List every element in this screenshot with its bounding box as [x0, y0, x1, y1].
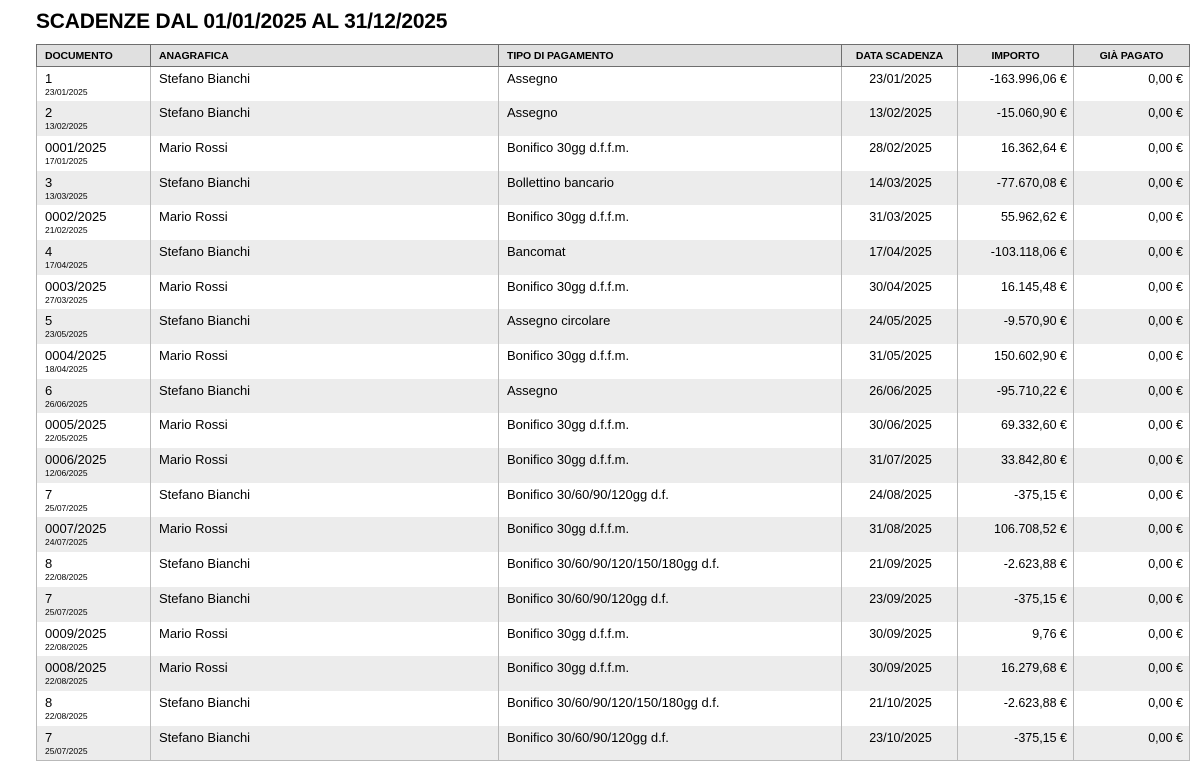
- documento-date: 25/07/2025: [45, 502, 88, 513]
- header-row: [37, 45, 1190, 67]
- tipo-pagamento-cell: Bonifico 30gg d.f.f.m.: [499, 413, 842, 448]
- tipo-pagamento-cell: Bonifico 30gg d.f.f.m.: [499, 656, 842, 691]
- tipo-pagamento-cell: Bonifico 30gg d.f.f.m.: [499, 275, 842, 310]
- gia-pagato-cell: 0,00 €: [1074, 691, 1190, 726]
- importo-cell: -163.996,06 €: [958, 67, 1074, 102]
- table-row: [37, 587, 1190, 622]
- documento-date: 23/01/2025: [45, 87, 88, 97]
- anagrafica-cell: Mario Rossi: [151, 656, 499, 691]
- tipo-pagamento-cell: Bonifico 30gg d.f.f.m.: [499, 136, 842, 171]
- anagrafica-cell: Mario Rossi: [151, 205, 499, 240]
- data-scadenza-cell: 24/05/2025: [842, 309, 958, 344]
- table-row: [37, 344, 1190, 379]
- documento-date: 27/03/2025: [45, 294, 88, 305]
- documento-cell: [37, 67, 151, 102]
- documento-number: 7: [45, 729, 53, 745]
- documento-cell: [37, 552, 151, 587]
- anagrafica-cell: Mario Rossi: [151, 344, 499, 379]
- table-row: [37, 517, 1190, 552]
- documento-number: 0006/2025: [45, 452, 107, 468]
- tipo-pagamento-cell: Assegno: [499, 67, 842, 102]
- table-row: [37, 275, 1190, 310]
- documento-date: 17/04/2025: [45, 259, 88, 270]
- gia-pagato-cell: 0,00 €: [1074, 240, 1190, 275]
- documento-cell: [37, 275, 151, 310]
- documento-cell: [37, 413, 151, 448]
- col-header-data-scadenza: DATA SCADENZA: [842, 45, 958, 67]
- anagrafica-cell: Mario Rossi: [151, 448, 499, 483]
- importo-cell: -15.060,90 €: [958, 101, 1074, 136]
- importo-cell: 55.962,62 €: [958, 205, 1074, 240]
- gia-pagato-cell: 0,00 €: [1074, 171, 1190, 206]
- data-scadenza-cell: 23/09/2025: [842, 587, 958, 622]
- col-header-importo: IMPORTO: [958, 45, 1074, 67]
- anagrafica-cell: Stefano Bianchi: [151, 552, 499, 587]
- documento-number: 3: [45, 174, 53, 190]
- data-scadenza-cell: 14/03/2025: [842, 171, 958, 206]
- documento-number: 4: [45, 243, 53, 259]
- anagrafica-cell: Stefano Bianchi: [151, 67, 499, 102]
- documento-number: 1: [45, 71, 53, 86]
- table-row: [37, 309, 1190, 344]
- documento-date: 26/06/2025: [45, 398, 88, 409]
- col-header-documento: DOCUMENTO: [37, 45, 151, 67]
- table-body: [37, 67, 1190, 761]
- importo-cell: -77.670,08 €: [958, 171, 1074, 206]
- importo-cell: -103.118,06 €: [958, 240, 1074, 275]
- documento-cell: [37, 136, 151, 171]
- gia-pagato-cell: 0,00 €: [1074, 379, 1190, 414]
- documento-cell: [37, 656, 151, 691]
- page-title: SCADENZE DAL 01/01/2025 AL 31/12/2025: [36, 10, 448, 33]
- documento-date: 22/08/2025: [45, 710, 88, 721]
- gia-pagato-cell: 0,00 €: [1074, 448, 1190, 483]
- documento-date: 12/06/2025: [45, 468, 88, 479]
- data-scadenza-cell: 30/09/2025: [842, 622, 958, 657]
- tipo-pagamento-cell: Bonifico 30/60/90/120/150/180gg d.f.: [499, 691, 842, 726]
- anagrafica-cell: Mario Rossi: [151, 136, 499, 171]
- documento-number: 6: [45, 382, 53, 398]
- documento-number: 8: [45, 556, 53, 572]
- table-row: [37, 379, 1190, 414]
- documento-cell: [37, 240, 151, 275]
- data-scadenza-cell: 23/10/2025: [842, 726, 958, 761]
- data-scadenza-cell: 26/06/2025: [842, 379, 958, 414]
- documento-date: 22/08/2025: [45, 572, 88, 583]
- importo-cell: 16.362,64 €: [958, 136, 1074, 171]
- documento-date: 13/02/2025: [45, 121, 88, 132]
- table-row: [37, 622, 1190, 657]
- documento-number: 7: [45, 590, 53, 606]
- documento-number: 2: [45, 105, 53, 121]
- documento-date: 24/07/2025: [45, 537, 88, 548]
- documento-cell: [37, 483, 151, 518]
- gia-pagato-cell: 0,00 €: [1074, 656, 1190, 691]
- gia-pagato-cell: 0,00 €: [1074, 136, 1190, 171]
- documento-cell: [37, 726, 151, 761]
- tipo-pagamento-cell: Bonifico 30gg d.f.f.m.: [499, 205, 842, 240]
- documento-cell: [37, 309, 151, 344]
- gia-pagato-cell: 0,00 €: [1074, 622, 1190, 657]
- importo-cell: 16.145,48 €: [958, 275, 1074, 310]
- gia-pagato-cell: 0,00 €: [1074, 101, 1190, 136]
- table-row: [37, 171, 1190, 206]
- gia-pagato-cell: 0,00 €: [1074, 275, 1190, 310]
- table-row: [37, 691, 1190, 726]
- anagrafica-cell: Stefano Bianchi: [151, 691, 499, 726]
- tipo-pagamento-cell: Assegno: [499, 379, 842, 414]
- importo-cell: -9.570,90 €: [958, 309, 1074, 344]
- data-scadenza-cell: 28/02/2025: [842, 136, 958, 171]
- importo-cell: -2.623,88 €: [958, 552, 1074, 587]
- importo-cell: -375,15 €: [958, 726, 1074, 761]
- col-header-gia-pagato: GIÀ PAGATO: [1074, 45, 1190, 67]
- documento-cell: [37, 379, 151, 414]
- gia-pagato-cell: 0,00 €: [1074, 726, 1190, 761]
- tipo-pagamento-cell: Bancomat: [499, 240, 842, 275]
- data-scadenza-cell: 30/09/2025: [842, 656, 958, 691]
- data-scadenza-cell: 21/09/2025: [842, 552, 958, 587]
- importo-cell: 33.842,80 €: [958, 448, 1074, 483]
- documento-date: 25/07/2025: [45, 606, 88, 617]
- table-row: [37, 552, 1190, 587]
- table-row: [37, 726, 1190, 761]
- anagrafica-cell: Mario Rossi: [151, 622, 499, 657]
- documento-number: 0003/2025: [45, 278, 107, 294]
- col-header-anagrafica: ANAGRAFICA: [151, 45, 499, 67]
- documento-number: 0002/2025: [45, 209, 107, 225]
- gia-pagato-cell: 0,00 €: [1074, 344, 1190, 379]
- tipo-pagamento-cell: Bonifico 30gg d.f.f.m.: [499, 344, 842, 379]
- table-row: [37, 205, 1190, 240]
- gia-pagato-cell: 0,00 €: [1074, 517, 1190, 552]
- documento-cell: [37, 344, 151, 379]
- importo-cell: 9,76 €: [958, 622, 1074, 657]
- anagrafica-cell: Mario Rossi: [151, 517, 499, 552]
- table-row: [37, 101, 1190, 136]
- tipo-pagamento-cell: Bonifico 30gg d.f.f.m.: [499, 622, 842, 657]
- gia-pagato-cell: 0,00 €: [1074, 205, 1190, 240]
- tipo-pagamento-cell: Bonifico 30/60/90/120gg d.f.: [499, 726, 842, 761]
- tipo-pagamento-cell: Assegno circolare: [499, 309, 842, 344]
- documento-date: 13/03/2025: [45, 190, 88, 201]
- data-scadenza-cell: 21/10/2025: [842, 691, 958, 726]
- data-scadenza-cell: 13/02/2025: [842, 101, 958, 136]
- documento-date: 22/08/2025: [45, 676, 88, 687]
- table-row: [37, 413, 1190, 448]
- importo-cell: -2.623,88 €: [958, 691, 1074, 726]
- anagrafica-cell: Stefano Bianchi: [151, 726, 499, 761]
- documento-cell: [37, 101, 151, 136]
- data-scadenza-cell: 31/05/2025: [842, 344, 958, 379]
- gia-pagato-cell: 0,00 €: [1074, 67, 1190, 102]
- documento-number: 0001/2025: [45, 139, 107, 155]
- documento-date: 25/07/2025: [45, 745, 88, 756]
- documento-date: 21/02/2025: [45, 225, 88, 236]
- importo-cell: 16.279,68 €: [958, 656, 1074, 691]
- anagrafica-cell: Stefano Bianchi: [151, 240, 499, 275]
- table-header: [37, 45, 1190, 67]
- data-scadenza-cell: 23/01/2025: [842, 67, 958, 102]
- documento-date: 22/05/2025: [45, 433, 88, 444]
- table-row: [37, 656, 1190, 691]
- documento-cell: [37, 448, 151, 483]
- anagrafica-cell: Stefano Bianchi: [151, 171, 499, 206]
- documento-date: 23/05/2025: [45, 329, 88, 340]
- tipo-pagamento-cell: Bollettino bancario: [499, 171, 842, 206]
- documento-number: 0009/2025: [45, 625, 107, 641]
- tipo-pagamento-cell: Bonifico 30gg d.f.f.m.: [499, 448, 842, 483]
- documento-cell: [37, 622, 151, 657]
- documento-cell: [37, 517, 151, 552]
- tipo-pagamento-cell: Bonifico 30/60/90/120gg d.f.: [499, 587, 842, 622]
- table-row: [37, 67, 1190, 102]
- documento-number: 5: [45, 313, 53, 329]
- anagrafica-cell: Stefano Bianchi: [151, 379, 499, 414]
- documento-cell: [37, 205, 151, 240]
- documento-number: 0004/2025: [45, 348, 107, 363]
- anagrafica-cell: Mario Rossi: [151, 413, 499, 448]
- documento-date: 22/08/2025: [45, 641, 88, 652]
- documento-cell: [37, 587, 151, 622]
- scadenze-table: [36, 44, 1190, 761]
- tipo-pagamento-cell: Bonifico 30gg d.f.f.m.: [499, 517, 842, 552]
- importo-cell: 106.708,52 €: [958, 517, 1074, 552]
- documento-number: 0007/2025: [45, 521, 107, 537]
- tipo-pagamento-cell: Assegno: [499, 101, 842, 136]
- anagrafica-cell: Stefano Bianchi: [151, 483, 499, 518]
- gia-pagato-cell: 0,00 €: [1074, 483, 1190, 518]
- documento-cell: [37, 691, 151, 726]
- data-scadenza-cell: 17/04/2025: [842, 240, 958, 275]
- data-scadenza-cell: 31/03/2025: [842, 205, 958, 240]
- importo-cell: 69.332,60 €: [958, 413, 1074, 448]
- importo-cell: -375,15 €: [958, 483, 1074, 518]
- documento-date: 17/01/2025: [45, 155, 88, 166]
- importo-cell: -375,15 €: [958, 587, 1074, 622]
- tipo-pagamento-cell: Bonifico 30/60/90/120/150/180gg d.f.: [499, 552, 842, 587]
- gia-pagato-cell: 0,00 €: [1074, 309, 1190, 344]
- documento-cell: [37, 171, 151, 206]
- anagrafica-cell: Mario Rossi: [151, 275, 499, 310]
- documento-number: 7: [45, 486, 53, 502]
- documento-number: 8: [45, 694, 53, 710]
- importo-cell: -95.710,22 €: [958, 379, 1074, 414]
- col-header-tipo-pagamento: TIPO DI PAGAMENTO: [499, 45, 842, 67]
- anagrafica-cell: Stefano Bianchi: [151, 309, 499, 344]
- table-row: [37, 240, 1190, 275]
- data-scadenza-cell: 24/08/2025: [842, 483, 958, 518]
- anagrafica-cell: Stefano Bianchi: [151, 101, 499, 136]
- gia-pagato-cell: 0,00 €: [1074, 587, 1190, 622]
- data-scadenza-cell: 31/08/2025: [842, 517, 958, 552]
- documento-date: 18/04/2025: [45, 364, 88, 374]
- anagrafica-cell: Stefano Bianchi: [151, 587, 499, 622]
- table-row: [37, 448, 1190, 483]
- gia-pagato-cell: 0,00 €: [1074, 552, 1190, 587]
- documento-number: 0008/2025: [45, 660, 107, 676]
- data-scadenza-cell: 30/06/2025: [842, 413, 958, 448]
- data-scadenza-cell: 30/04/2025: [842, 275, 958, 310]
- gia-pagato-cell: 0,00 €: [1074, 413, 1190, 448]
- importo-cell: 150.602,90 €: [958, 344, 1074, 379]
- data-scadenza-cell: 31/07/2025: [842, 448, 958, 483]
- tipo-pagamento-cell: Bonifico 30/60/90/120gg d.f.: [499, 483, 842, 518]
- table-row: [37, 483, 1190, 518]
- documento-number: 0005/2025: [45, 417, 107, 433]
- table-row: [37, 136, 1190, 171]
